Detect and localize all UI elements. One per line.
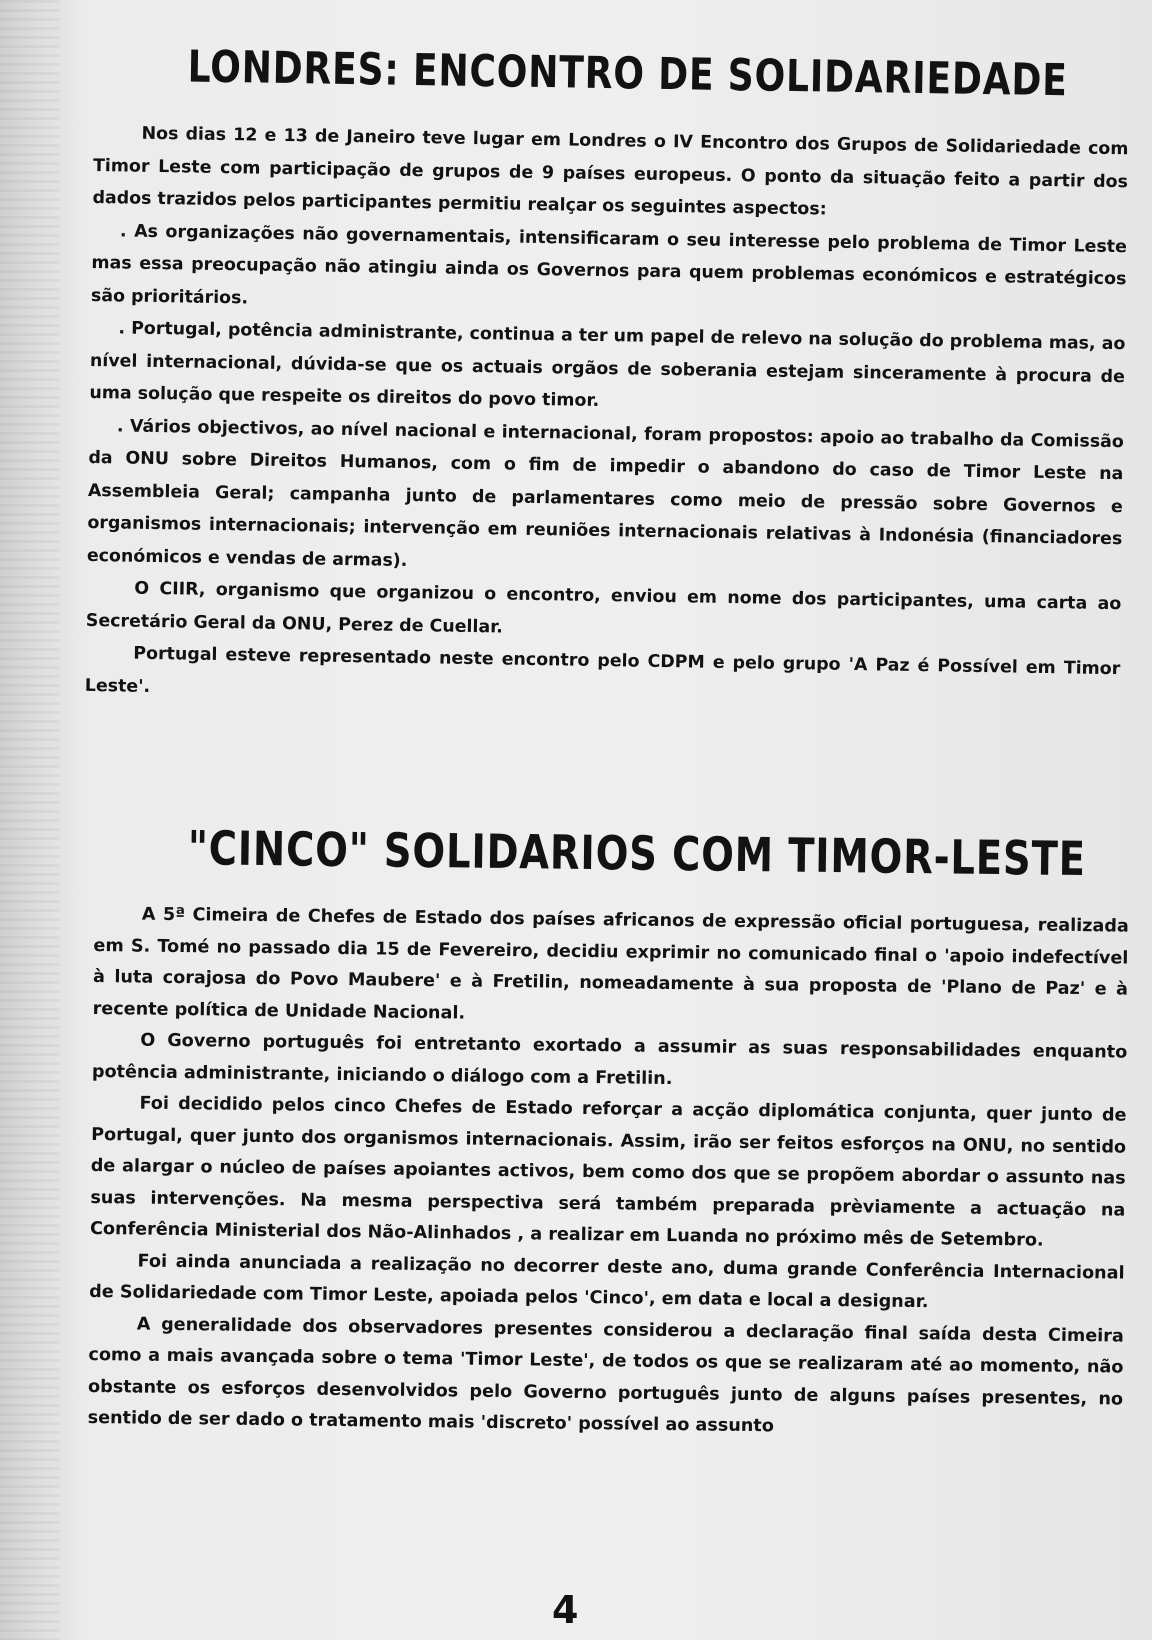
article-bullet: . As organizações não governamentais, intensificaram o seu interesse pelo problema de Timor Leste mas essa preocupação não atingiu ainda os Governos para quem problemas económicos e estratégicos são prioritários. bbox=[90, 220, 1128, 308]
article-paragraph: A generalidade dos observadores presentes considerou a declaração final saída desta Cimeira como a mais avançada sobre o tema 'Timor Leste', de todos os que se realizaram até ao momento, não obstante os esforços desenvolvidos pelo Governo português junto de alguns países presentes, no sentido de ser dado o tratamento mais 'discreto' possível ao assunto bbox=[87, 1314, 1124, 1437]
article-paragraph: A 5ª Cimeira de Chefes de Estado dos países africanos de expressão oficial portuguesa, realizada em S. Tomé no passado dia 15 de Fevereiro, decidiu exprimir no comunicado final o 'apoio indefectível à luta corajosa do Povo Maubere' e à Fretilin, nomeadamente à sua proposta de 'Plano de Paz' e à recente política de Unidade Nacional. bbox=[92, 904, 1129, 1024]
binding-shadow bbox=[0, 0, 60, 1640]
article-bullet: . Vários objectivos, ao nível nacional e internacional, foram propostos: apoio ao trabalho da Comissão da ONU sobre Direitos Humanos, com o fim de impedir o abandono do caso de Timor Leste na Assembleia Geral; campanha junto de parlamentares como meio de pressão sobre Governos e organismos internacionais; intervenção em reuniões internacionais relativas à Indonésia (financiadores económicos e vendas de armas). bbox=[86, 415, 1124, 571]
article-paragraph: O CIIR, organismo que organizou o encontro, enviou em nome dos participantes, uma carta ao Secretário Geral da ONU, Perez de Cuellar. bbox=[85, 578, 1122, 637]
article-paragraph: Foi decidido pelos cinco Chefes de Estado reforçar a acção diplomática conjunta, quer junto de Portugal, quer junto dos organismos internacionais. Assim, irão ser feitos esforços na ONU, no sentido de alargar o núcleo de países apoiantes activos, bem como dos que se propõem abordar o assunto nas suas intervenções. Na mesma perspectiva será também preparada prèviamente a actuação na Conferência Ministerial dos Não-Alinhados , a realizar em Luanda no próximo mês de Setembro. bbox=[89, 1093, 1127, 1251]
article-cinco bbox=[87, 820, 1129, 1447]
article-bullet: . Portugal, potência administrante, continua a ter um papel de relevo na solução do problema mas, ao nível internacional, dúvida-se que os actuais orgãos de soberania estejam sinceramente à procura de uma solução que respeite os direitos do povo timor. bbox=[89, 318, 1126, 411]
article-paragraph: O Governo português foi entretanto exortado a assumir as suas responsabilidades enquanto potência administrante, iniciando o diálogo com a Fretilin. bbox=[91, 1030, 1128, 1089]
article-title: LONDRES: ENCONTRO DE SOLIDARIEDADE bbox=[187, 41, 1069, 107]
article-paragraph: Foi ainda anunciada a realização no decorrer deste ano, duma grande Conferência Internacional de Solidariedade com Timor Leste, apoiada pelos 'Cinco', em data e local a designar. bbox=[89, 1251, 1125, 1313]
article-londres bbox=[85, 40, 1130, 718]
page-number: 4 bbox=[552, 1588, 579, 1632]
article-title: "CINCO" SOLIDARIOS COM TIMOR-LESTE bbox=[187, 821, 1087, 888]
article-paragraph: Nos dias 12 e 13 de Janeiro teve lugar em Londres o IV Encontro dos Grupos de Solidariedade com Timor Leste com participação de grupos de 9 países europeus. O ponto da situação feito a partir dos dados trazidos pelos participantes permitiu realçar os seguintes aspectos: bbox=[92, 123, 1129, 220]
article-paragraph: Portugal esteve representado neste encontro pelo CDPM e pelo grupo 'A Paz é Possível em Timor Leste'. bbox=[84, 643, 1121, 697]
